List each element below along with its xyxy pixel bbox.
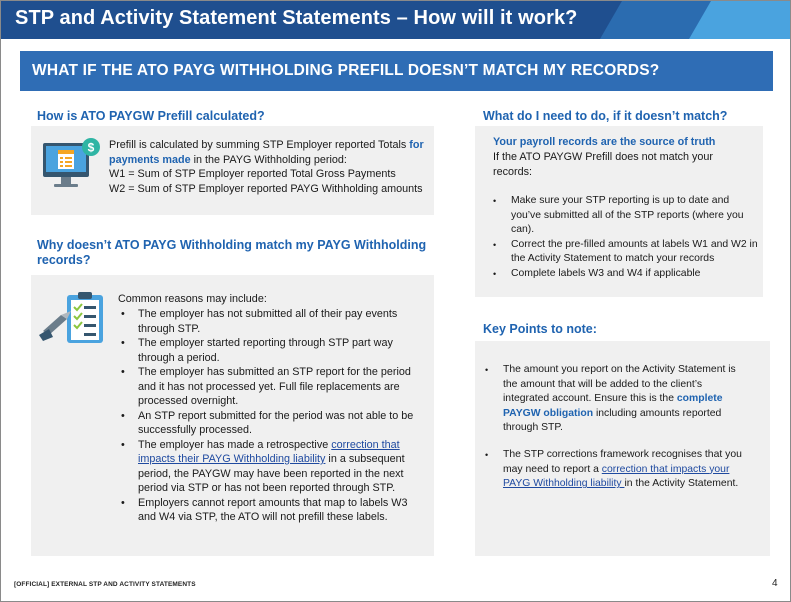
kp2-b: in the Activity Statement. (624, 478, 739, 490)
why-item5-b: in a subsequent period, the PAYGW may have been reported in the next period via STP or has not been reported through STP. (138, 453, 405, 494)
clipboard-checklist-icon (37, 291, 105, 345)
prefill-w1: W1 = Sum of STP Employer reported Total Gross Payments (109, 168, 396, 180)
keypoints-panel (475, 341, 770, 556)
prefill-line1a: Prefill is calculated by summing STP Employer reported Totals (109, 139, 410, 151)
keypoints-list (481, 363, 751, 492)
why-panel (31, 275, 434, 556)
prefill-w2: W2 = Sum of STP Employer reported PAYG Withholding amounts (109, 182, 423, 195)
why-list (118, 307, 420, 525)
slide-title: STP and Activity Statement Statements – How will it work? (15, 7, 578, 29)
page-number: 4 (772, 578, 778, 589)
footer-classification: [OFFICIAL] EXTERNAL STP AND ACTIVITY STATEMENTS (14, 581, 196, 588)
correction-link[interactable]: correction that impacts their PAYG Withholding liability (138, 438, 400, 465)
computer-document-dollar-icon (41, 137, 105, 193)
list-item: • The employer has not submitted all of their pay events through STP. (118, 307, 420, 336)
banner-title: WHAT IF THE ATO PAYG WITHHOLDING PREFILL DOESN’T MATCH MY RECORDS? (32, 62, 660, 79)
list-item: • The employer started reporting through STP part way through a period. (118, 336, 420, 365)
prefill-line1c: in the PAYG Withholding period: (190, 153, 347, 166)
prefill-heading: How is ATO PAYGW Prefill calculated? (37, 109, 265, 123)
slide-header (1, 1, 790, 39)
list-item: • An STP report submitted for the period was not able to be successfully processed. (118, 409, 420, 438)
list-item: • Correct the pre-filled amounts at labels W1 and W2 in the Activity Statement to match your records (489, 238, 759, 267)
why-item5-a: The employer has made a retrospective (138, 438, 332, 451)
todo-subheading: Your payroll records are the source of truth (493, 136, 716, 148)
list-item: • Make sure your STP reporting is up to date and you’ve submitted all of the STP reports (where you can). (489, 194, 759, 238)
why-heading: Why doesn’t ATO PAYG Withholding match my PAYG Withholding records? (37, 238, 427, 267)
kp1-highlight: complete PAYGW obligation (503, 393, 723, 419)
todo-list (489, 194, 759, 282)
list-item (481, 363, 751, 436)
list-item: • Complete labels W3 and W4 if applicable (489, 267, 759, 282)
prefill-text (109, 138, 427, 196)
section-banner (20, 51, 773, 91)
svg-text:$: $ (87, 140, 95, 155)
list-item: • Employers cannot report amounts that map to labels W3 and W4 via STP, the ATO will not prefill these labels. (118, 496, 420, 525)
list-item (118, 438, 420, 496)
keypoints-heading: Key Points to note: (483, 322, 597, 336)
kp2-a: The STP corrections framework recognises that you may need to report a (503, 448, 742, 475)
prefill-panel (31, 126, 434, 215)
list-item: • The employer has submitted an STP report for the period and it has not processed yet. Full file replacements are processed overnight. (118, 365, 420, 409)
todo-heading: What do I need to do, if it doesn’t match? (483, 109, 728, 123)
kp1-c: including amounts reported through STP. (503, 407, 722, 434)
kp1-a: The amount you report on the Activity Statement is the amount that will be added to the client’s integrated account. Ensure this is the (503, 364, 736, 405)
todo-panel (475, 126, 763, 297)
correction-link-2[interactable]: correction that impacts your PAYG Withholding liability (503, 463, 730, 490)
prefill-highlight: for payments made (109, 139, 424, 166)
why-intro: Common reasons may include: (118, 293, 267, 305)
todo-intro: If the ATO PAYGW Prefill does not match your records: (493, 151, 714, 178)
list-item (481, 448, 751, 492)
